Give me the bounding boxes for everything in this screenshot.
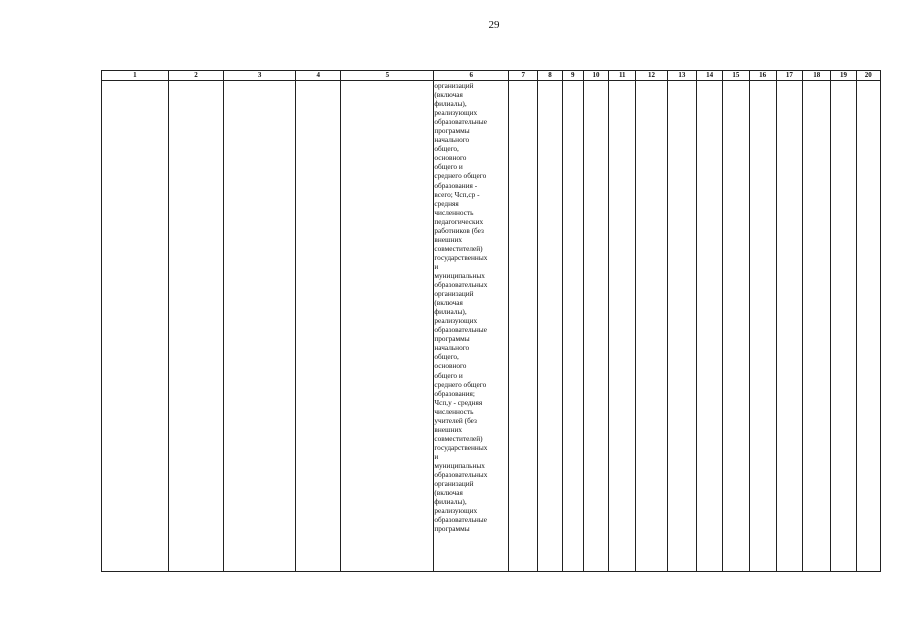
table-cell [776, 81, 802, 572]
column-header: 20 [856, 71, 880, 81]
table-cell [583, 81, 608, 572]
column-header: 6 [434, 71, 509, 81]
table-cell [609, 81, 636, 572]
table-cell [667, 81, 696, 572]
column-header: 3 [224, 71, 296, 81]
column-header: 8 [538, 71, 562, 81]
column-header: 11 [609, 71, 636, 81]
table-cell [295, 81, 340, 572]
table-cell [168, 81, 224, 572]
table-cell [538, 81, 562, 572]
table-cell [831, 81, 856, 572]
column-header: 18 [803, 71, 831, 81]
table-cell [723, 81, 749, 572]
column-header: 1 [102, 71, 169, 81]
table-cell [102, 81, 169, 572]
column-header: 13 [667, 71, 696, 81]
column-header: 12 [636, 71, 667, 81]
table-row [102, 81, 881, 572]
column-header: 10 [583, 71, 608, 81]
table-cell [856, 81, 880, 572]
header-row [102, 71, 881, 81]
table-cell [224, 81, 296, 572]
column-header: 16 [749, 71, 776, 81]
column-header: 14 [697, 71, 723, 81]
table-cell [697, 81, 723, 572]
table-cell [749, 81, 776, 572]
page-number: 29 [488, 19, 500, 31]
column-header: 9 [562, 71, 583, 81]
table-cell [509, 81, 538, 572]
indicator-description-cell: организаций (включая филиалы), реализующих образовательные программы начального общего, основного общего и среднего общего образования - всего; Чсп,ср - средняя численность педагогических работников (без внешних совместителей) государственных и муниципальных образовательных организаций (включая филиалы), реализующих образовательные программы начального общего, основного общего и среднего общего образования; Чсп,у - средняя численность учителей (без внешних совместителей) государственных и муниципальных образовательных организаций (включая филиалы), реализующих образовательные программы [434, 81, 509, 572]
data-table [101, 70, 881, 572]
table-cell [636, 81, 667, 572]
column-header: 19 [831, 71, 856, 81]
column-header: 4 [295, 71, 340, 81]
column-header: 17 [776, 71, 802, 81]
table-cell [341, 81, 434, 572]
column-header: 2 [168, 71, 224, 81]
column-header: 7 [509, 71, 538, 81]
table-cell [562, 81, 583, 572]
column-header: 15 [723, 71, 749, 81]
table-cell [803, 81, 831, 572]
column-header: 5 [341, 71, 434, 81]
